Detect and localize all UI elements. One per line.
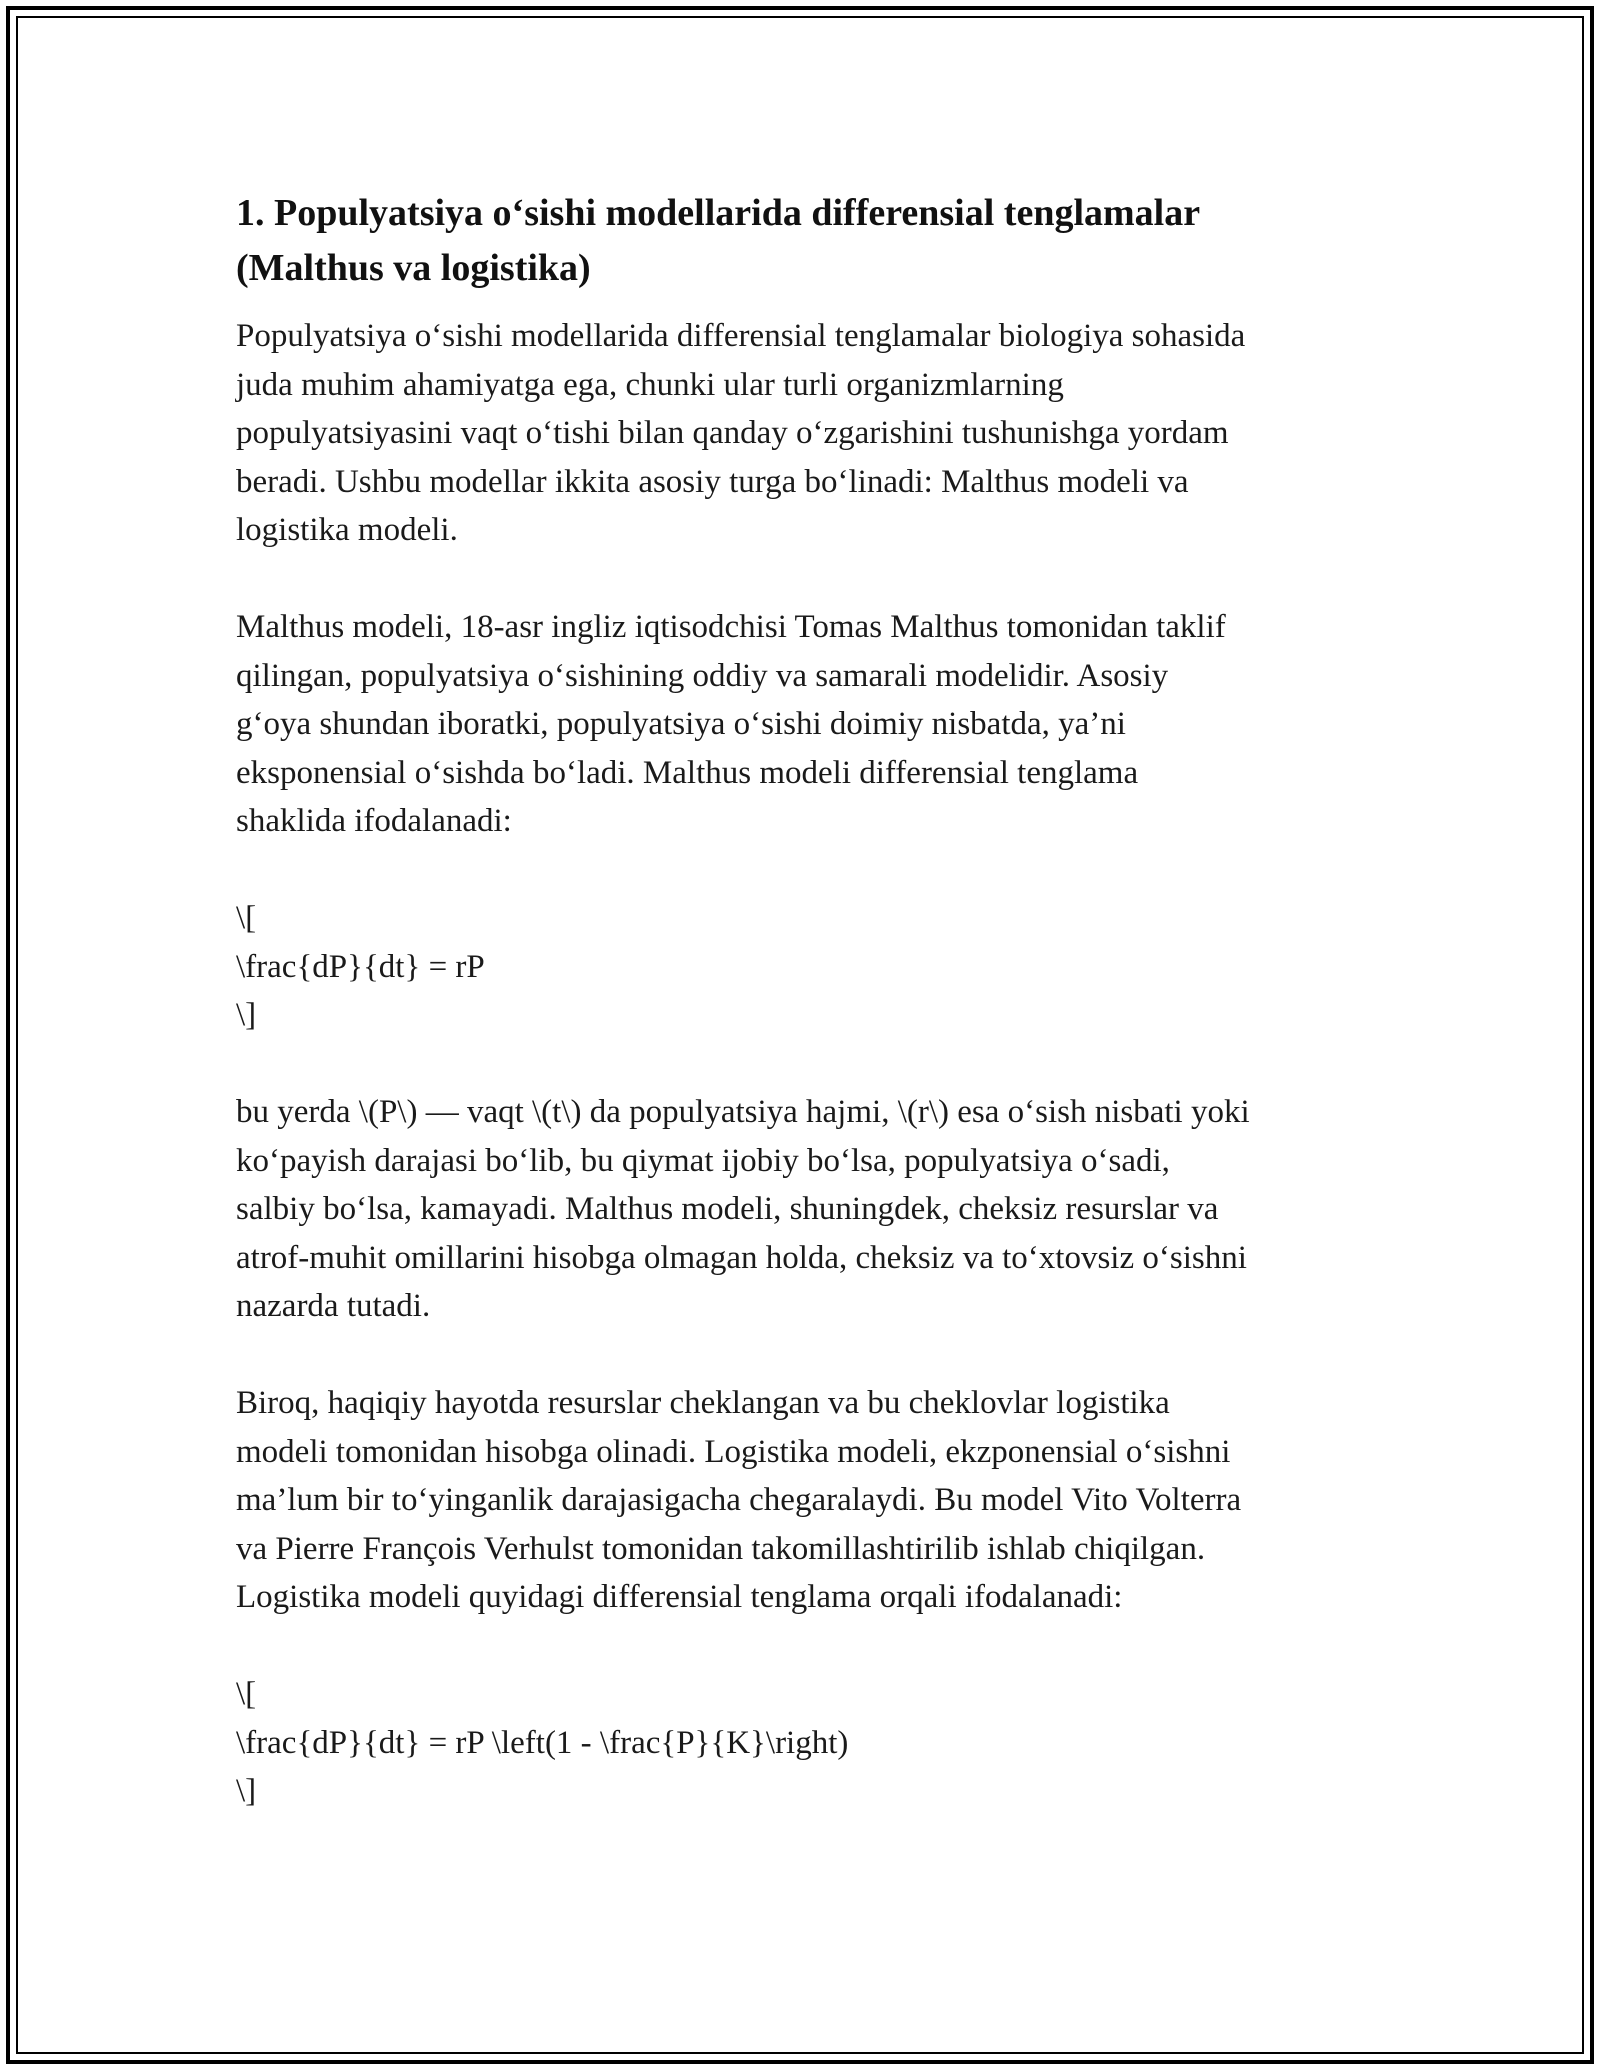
- document-body: [236, 186, 1366, 1864]
- paragraph-logistic: Biroq, haqiqiy hayotda resurslar cheklangan va bu cheklovlar logistika modeli tomonidan hisobga olinadi. Logistika modeli, ekzponensial o‘sishni ma’lum bir to‘yinganlik darajasigacha chegaralaydi. Bu model Vito Volterra va Pierre François Verhulst tomonidan takomillashtirilib ishlab chiqilgan. Logistika modeli quyidagi differensial tenglama orqali ifodalanadi:: [236, 1385, 1242, 1615]
- section-heading: 1. Populyatsiya o‘sishi modellarida differensial tenglamalar (Malthus va logistika): [236, 192, 1201, 289]
- paragraph-malthus: Malthus modeli, 18-asr ingliz iqtisodchisi Tomas Malthus tomonidan taklif qilingan, populyatsiya o‘sishining oddiy va samarali modelidir. Asosiy g‘oya shundan iboratki, populyatsiya o‘sishi doimiy nisbatda, ya’ni eksponensial o‘sishda bo‘ladi. Malthus modeli differensial tenglama shaklida ifodalanadi:: [236, 609, 1226, 839]
- paragraph-intro: Populyatsiya o‘sishi modellarida differensial tenglamalar biologiya sohasida juda muhim ahamiyatga ega, chunki ular turli organizmlarning populyatsiyasini vaqt o‘tishi bilan qanday o‘zgarishini tushunishga yordam beradi. Ushbu modellar ikkita asosiy turga bo‘linadi: Malthus modeli va logistika modeli.: [236, 318, 1246, 548]
- formula-logistic: \[ \frac{dP}{dt} = rP \left(1 - \frac{P}{K}\right) \]: [236, 1676, 849, 1809]
- formula-malthus: \[ \frac{dP}{dt} = rP \]: [236, 900, 485, 1033]
- paragraph-malthus-explanation: bu yerda \(P\) — vaqt \(t\) da populyatsiya hajmi, \(r\) esa o‘sish nisbati yoki ko‘payish darajasi bo‘lib, bu qiymat ijobiy bo‘lsa, populyatsiya o‘sadi, salbiy bo‘lsa, kamayadi. Malthus modeli, shuningdek, cheksiz resurslar va atrof-muhit omillarini hisobga olmagan holda, cheksiz va to‘xtovsiz o‘sishni nazarda tutadi.: [236, 1094, 1250, 1324]
